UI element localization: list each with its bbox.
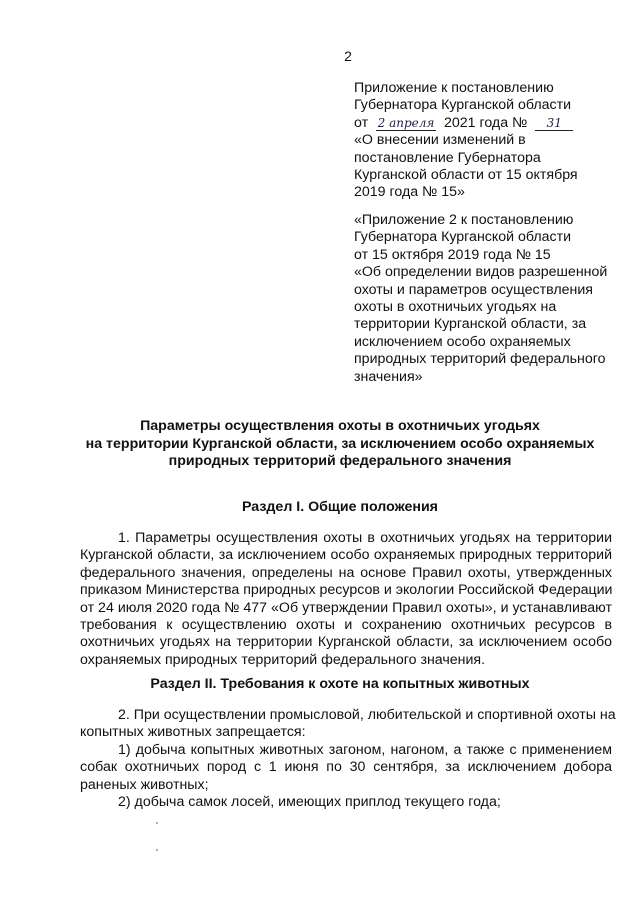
list-item-line: раненых животных; bbox=[80, 776, 209, 793]
scan-speck bbox=[156, 849, 158, 851]
title-line: природных территорий федерального значения bbox=[168, 453, 512, 470]
list-item-line: 2) добыча самок лосей, имеющих приплод текущего года; bbox=[118, 794, 501, 811]
appendix-line: 2019 года № 15» bbox=[354, 184, 465, 201]
appendix-line: Приложение к постановлению bbox=[354, 80, 554, 96]
list-item-line: собак охотничьих пород с 1 июня по 30 сентября, за исключением добора bbox=[80, 759, 612, 776]
handwritten-date: 2 апреля bbox=[377, 115, 435, 130]
paragraph-2 bbox=[80, 707, 616, 811]
appendix2-line: от 15 октября 2019 года № 15 bbox=[354, 246, 551, 263]
date-year: 2021 года № bbox=[443, 114, 528, 131]
appendix-date-line bbox=[354, 115, 624, 132]
appendix2-line: природных территорий федерального bbox=[354, 351, 606, 368]
appendix-header bbox=[354, 80, 624, 202]
appendix2-line: Губернатора Курганской области bbox=[354, 229, 572, 246]
date-prefix: от bbox=[354, 114, 369, 131]
section-2-heading: Раздел II. Требования к охоте на копытных животных bbox=[150, 676, 530, 692]
title-line: Параметры осуществления охоты в охотничьих угодьях bbox=[140, 418, 540, 434]
appendix2-line: территории Курганской области, за bbox=[354, 316, 587, 333]
scan-speck bbox=[156, 822, 158, 824]
paragraph-line: федерального значения, определены на основе Правил охоты, утвержденных bbox=[80, 564, 612, 581]
appendix2-line: охоты в охотничьих угодьях на bbox=[354, 299, 557, 316]
title-line: на территории Курганской области, за исключением особо охраняемых bbox=[85, 435, 595, 452]
paragraph-line: Курганской области, за исключением особо охраняемых природных территорий bbox=[80, 547, 612, 564]
paragraph-line: приказом Министерства природных ресурсов и экологии Российской Федерации bbox=[80, 582, 613, 599]
paragraph-line: требования к осуществлению охоты и сохранению охотничьих ресурсов в bbox=[80, 617, 612, 634]
paragraph-line: 1. Параметры осуществления охоты в охотничьих угодьях на территории bbox=[118, 530, 612, 546]
appendix-line: «О внесении изменений в bbox=[354, 132, 526, 149]
paragraph-line: от 24 июля 2020 года № 477 «Об утверждении Правил охоты», и устанавливают bbox=[80, 599, 612, 616]
appendix2-line: значения» bbox=[354, 368, 423, 385]
appendix-2-reference bbox=[354, 212, 624, 386]
appendix2-line: «Об определении видов разрешенной bbox=[354, 264, 608, 281]
appendix-line: постановление Губернатора bbox=[354, 149, 541, 166]
list-item-line: 1) добыча копытных животных загоном, нагоном, а также с применением bbox=[118, 741, 612, 758]
appendix-line: Курганской области от 15 октября bbox=[354, 167, 578, 184]
appendix2-line: охоты и параметров осуществления bbox=[354, 281, 593, 298]
paragraph-line: 2. При осуществлении промысловой, любительской и спортивной охоты на bbox=[118, 707, 616, 723]
document-title bbox=[60, 418, 620, 471]
appendix2-line: «Приложение 2 к постановлению bbox=[354, 212, 574, 228]
handwritten-number: 31 bbox=[535, 116, 573, 131]
paragraph-1 bbox=[80, 530, 612, 669]
page-number: 2 bbox=[344, 48, 352, 64]
paragraph-line: копытных животных запрещается: bbox=[80, 724, 306, 741]
appendix-line: Губернатора Курганской области bbox=[354, 97, 572, 114]
appendix2-line: исключением особо охраняемых bbox=[354, 333, 571, 350]
paragraph-line: охотничьих угодьях на территории Курганской области, за исключением особо bbox=[80, 634, 612, 651]
section-1-heading: Раздел I. Общие положения bbox=[242, 499, 438, 515]
paragraph-line: охраняемых природных территорий федерального значения. bbox=[80, 651, 486, 668]
